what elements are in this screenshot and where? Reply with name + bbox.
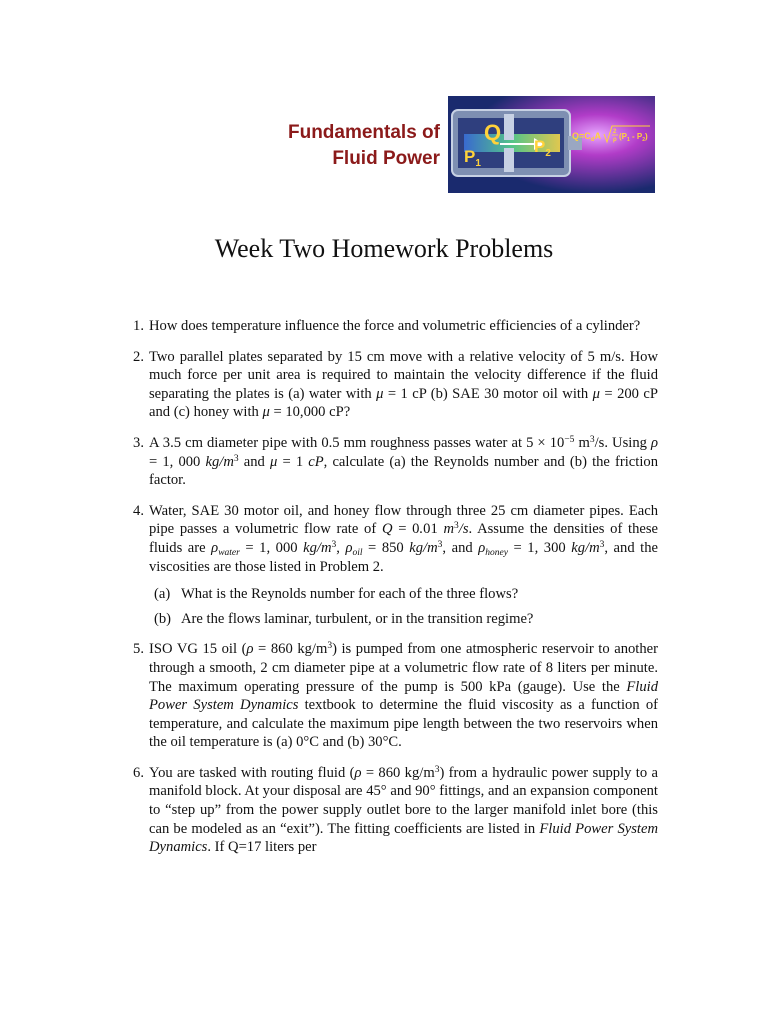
problem-2 [118, 348, 658, 422]
banner-p2-label: P [534, 137, 546, 156]
sub-text: What is the Reynolds number for each of the three flows? [181, 586, 519, 603]
document-title: Week Two Homework Problems [214, 234, 554, 263]
svg-text:ρ: ρ [613, 137, 617, 143]
sub-label: (b) [154, 610, 172, 627]
svg-text:(P1 - P2): $(P_1 - P_2)$ [619, 132, 648, 143]
problem-1 [118, 317, 658, 336]
sub-label: (a) [154, 586, 171, 603]
problem-4b [149, 610, 658, 629]
problem-4 [118, 502, 658, 629]
problem-text: A 3.5 cm diameter pipe with 0.5 mm roughness passes water at $5 \times 10^{-5}$ $m^3/s$. Using ρ = 1, 000 $kg/m^3$ and μ = 1 cP, calculate (a) the Reynolds number and (b) the friction factor. [149, 434, 659, 489]
problem-text: Two parallel plates separated by 15 cm move with a relative velocity of 5 m/s. How much force per unit area is required to maintain the velocity difference if the fluid separating the plates is (a) water with μ = 1 cP (b) SAE 30 motor oil with μ = 200 cP and (c) honey with μ = 10,000 cP? [149, 348, 658, 421]
problem-3 [118, 434, 658, 490]
banner-p1-label: P [464, 147, 476, 166]
header-title-line1: Fundamentals of [287, 122, 440, 143]
problem-5 [118, 640, 658, 752]
valve-orifice-bottom [504, 148, 514, 172]
banner-q-label: Q [484, 120, 502, 145]
problem-text: ISO VG 15 oil (ρ = 860 $kg/m^3$) is pumped from one atmospheric reservoir to another through a smooth, 2 cm diameter pipe at a volumetric flow rate of 8 liters per minute. The maximum operating pressure of the pump is 500 kPa (gauge). Use the Fluid Power System Dynamics textbook to determine the fluid viscosity as a function of temperature, and calculate the maximum pipe length between the two reservoirs when the oil temperature is (a) 0°C and (b) 30°C. [149, 641, 658, 751]
problem-number: 4. [133, 502, 144, 519]
problem-number: 5. [133, 641, 144, 658]
problem-text: Water, SAE 30 motor oil, and honey flow through three 25 cm diameter pipes. Each pipe passes a volumetric flow rate of Q = 0.01 $m^3/s$. Assume the densities of these fluids are $\rho_{water} = 1$, 000 $kg/m^3$, $\rho_{oil} = 850$ $kg/m^3$, and $\rho_{honey} = 1$, 300 $kg/m^3$, and the viscosities are those listed in Problem 2. [149, 502, 659, 575]
problem-number: 2. [133, 348, 144, 365]
header-title [250, 120, 440, 172]
banner-p2-sub: 2 [545, 148, 551, 159]
problem-number: 6. [133, 764, 144, 781]
problem-number: 3. [133, 434, 144, 451]
problem-6 [118, 764, 658, 857]
problem-text: You are tasked with routing fluid (ρ = 860 $kg/m^3$) from a hydraulic power supply to a manifold block. At your disposal are 45° and 90° fittings, and an expansion component to “step up” from the power supply outlet bore to the larger manifold inlet bore (this can be modeled as an “exit”). The fitting coefficients are listed in Fluid Power System Dynamics. If Q=17 liters per [149, 764, 658, 856]
problem-number: 1. [133, 318, 144, 334]
banner-image [448, 96, 655, 193]
problem-list [118, 317, 658, 869]
svg-text:Q=CdA: $Q=C_dA$ [572, 131, 601, 143]
svg-text:2: 2 [613, 129, 617, 135]
sub-text: Are the flows laminar, turbulent, or in the transition regime? [181, 610, 534, 627]
valve-orifice-top [504, 114, 514, 140]
problem-4a [149, 585, 658, 604]
banner-p1-sub: 1 [475, 158, 481, 169]
problem-text: How does temperature influence the force and volumetric efficiencies of a cylinder? [149, 318, 641, 334]
header-title-line2: Fluid Power [332, 148, 440, 169]
